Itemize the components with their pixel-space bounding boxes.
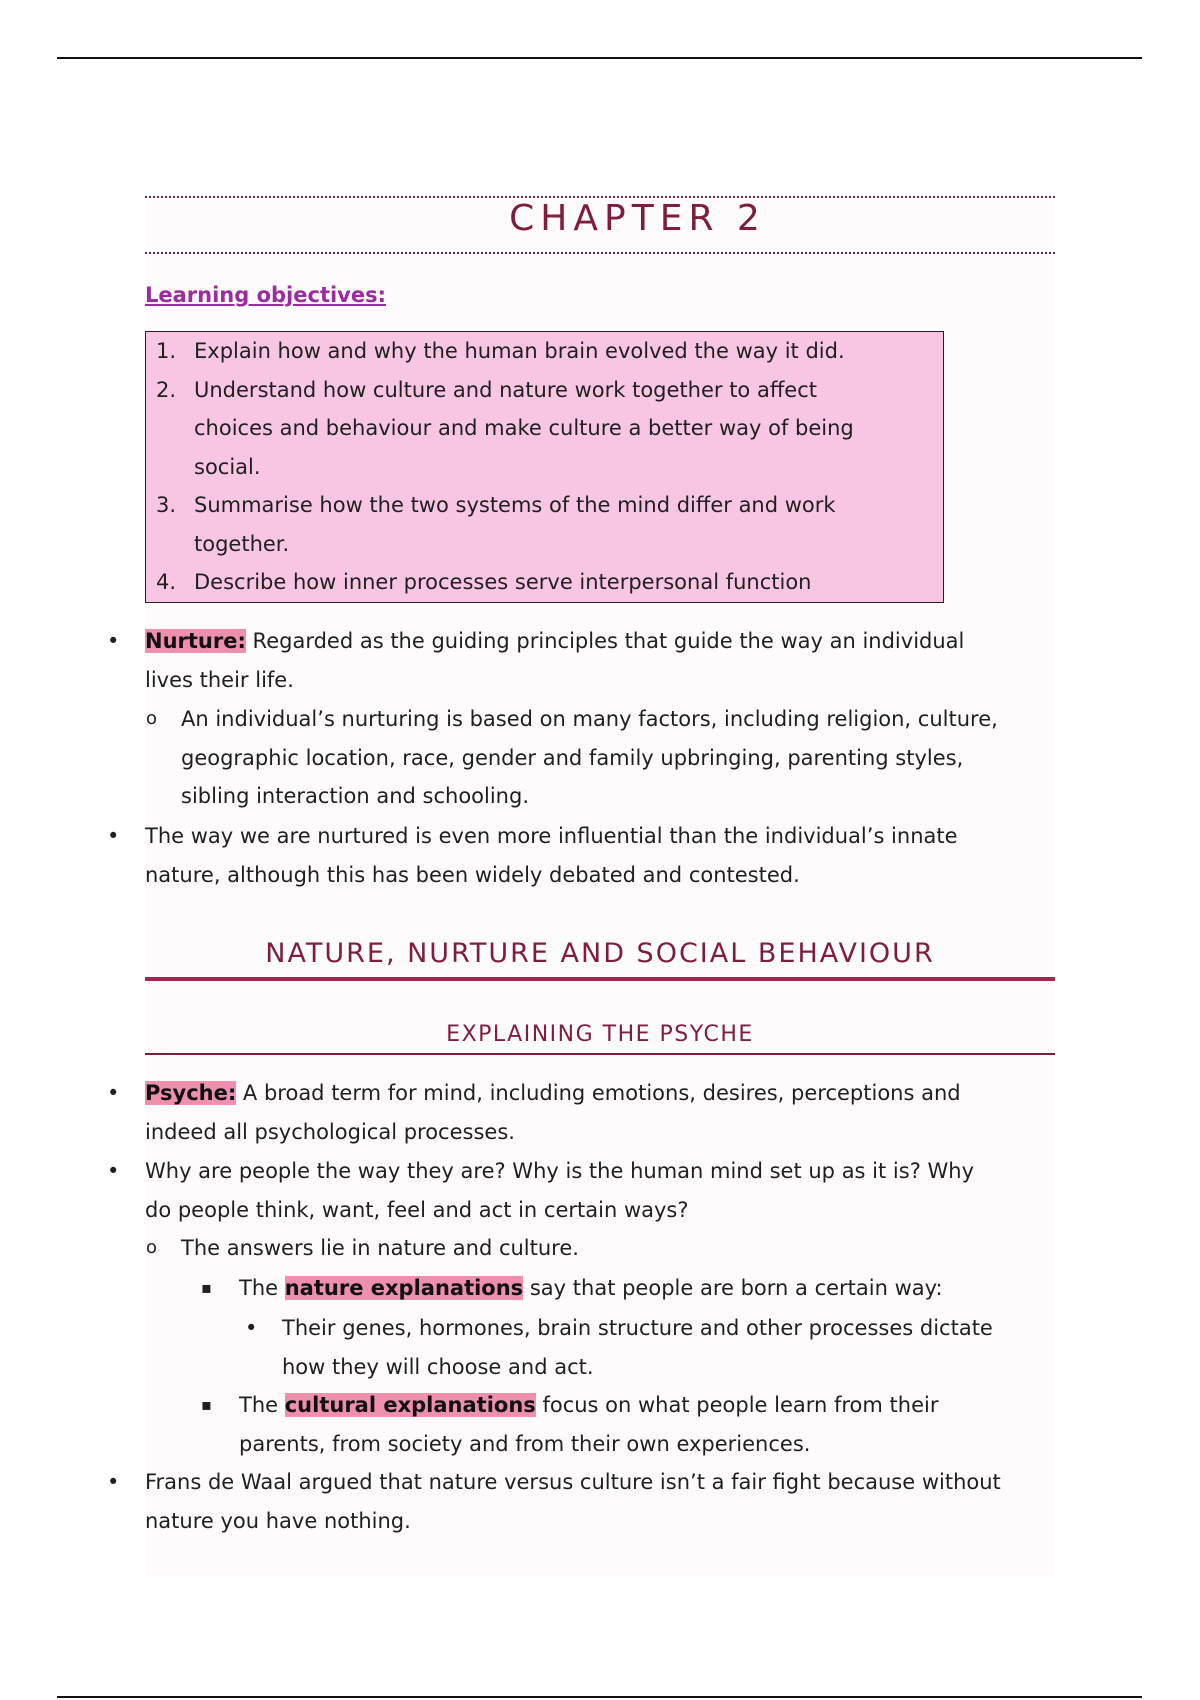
objective-text-line: Summarise how the two systems of the mind differ and work [194,493,836,517]
cultural-explanations-term: cultural explanations [284,1393,536,1417]
objective-number: 3. [156,493,177,517]
psyche-q-line1: Why are people the way they are? Why is the human mind set up as it is? Why [145,1159,975,1183]
objective-text-line: choices and behaviour and make culture a better way of being [194,416,854,440]
psyche-def-line2: indeed all psychological processes. [145,1119,515,1144]
bullet-icon: • [107,1470,120,1494]
learning-objective-item [146,563,943,602]
square-bullet-icon: ▪ [201,1395,212,1414]
bullet-icon: • [107,1081,120,1105]
psyche-definition [145,1074,961,1151]
psyche-def-line1: A broad term for mind, including emotions, desires, perceptions and [236,1081,961,1105]
learning-objective-item [146,332,943,371]
nature-explanations [239,1269,943,1308]
subsection-heading-rule [145,1053,1055,1055]
objective-text-line: together. [194,531,290,556]
bullet-icon: • [245,1316,258,1340]
subsection-heading: EXPLAINING THE PSYCHE [446,1022,754,1047]
section-heading-rule [145,977,1055,981]
nurture-factors [181,700,998,816]
page-bottom-rule [57,1696,1142,1698]
nurture-point2-line2: nature, although this has been widely debated and contested. [145,862,800,887]
bullet-icon: • [107,629,120,653]
learning-objectives-list [146,332,943,602]
nature-pre: The [239,1276,285,1300]
nature-genes [282,1309,993,1386]
objective-text-line: social. [194,454,261,479]
learning-objective-item [146,371,943,487]
objective-text-line: Describe how inner processes serve interpersonal function [194,570,812,594]
chapter-title: CHAPTER 2 [509,198,766,239]
culture-line2: parents, from society and from their own experiences. [239,1431,811,1456]
objective-number: 4. [156,570,177,594]
culture-post: focus on what people learn from their [535,1393,939,1417]
psyche-q-line2: do people think, want, feel and act in certain ways? [145,1197,689,1222]
nurture-definition [145,622,964,699]
genes-line1: Their genes, hormones, brain structure and other processes dictate [282,1316,993,1340]
genes-line2: how they will choose and act. [282,1354,594,1379]
learning-objectives-box [145,331,944,603]
learning-objective-item [146,486,943,563]
nurture-sub-line2: geographic location, race, gender and family upbringing, parenting styles, [181,745,964,770]
nurture-sub-line1: An individual’s nurturing is based on many factors, including religion, culture, [181,707,998,731]
learning-objectives-heading: Learning objectives: [145,283,387,307]
culture-pre: The [239,1393,285,1417]
nurture-def-line1: Regarded as the guiding principles that guide the way an individual [245,629,965,653]
nurture-point2-line1: The way we are nurtured is even more influential than the individual’s innate [145,824,958,848]
page-top-rule [57,57,1142,59]
objective-text-line: Understand how culture and nature work together to affect [194,377,817,402]
waal-line1: Frans de Waal argued that nature versus culture isn’t a fair fight because without [145,1470,1001,1494]
cultural-explanations [239,1386,938,1463]
de-waal-argument [145,1463,1001,1540]
objective-number: 2. [156,377,177,402]
objective-text-line: Explain how and why the human brain evolved the way it did. [194,339,845,363]
nurture-sub-line3: sibling interaction and schooling. [181,784,529,808]
waal-line2: nature you have nothing. [145,1508,411,1533]
nurture-term: Nurture: [145,629,246,653]
bullet-icon: • [107,824,120,848]
circle-bullet-icon: o [146,1237,158,1258]
psyche-term: Psyche: [145,1081,237,1105]
square-bullet-icon: ▪ [201,1278,212,1297]
nature-post: say that people are born a certain way: [523,1276,943,1300]
psyche-questions [145,1152,974,1229]
chapter-dotted-rule-bottom [145,252,1055,254]
section-heading: NATURE, NURTURE AND SOCIAL BEHAVIOUR [265,938,935,969]
circle-bullet-icon: o [146,708,158,729]
objective-number: 1. [156,339,177,363]
nurture-influence [145,817,958,894]
nature-explanations-term: nature explanations [284,1276,524,1300]
psyche-answer: The answers lie in nature and culture. [181,1236,579,1260]
nurture-def-line2: lives their life. [145,667,294,692]
bullet-icon: • [107,1159,120,1183]
